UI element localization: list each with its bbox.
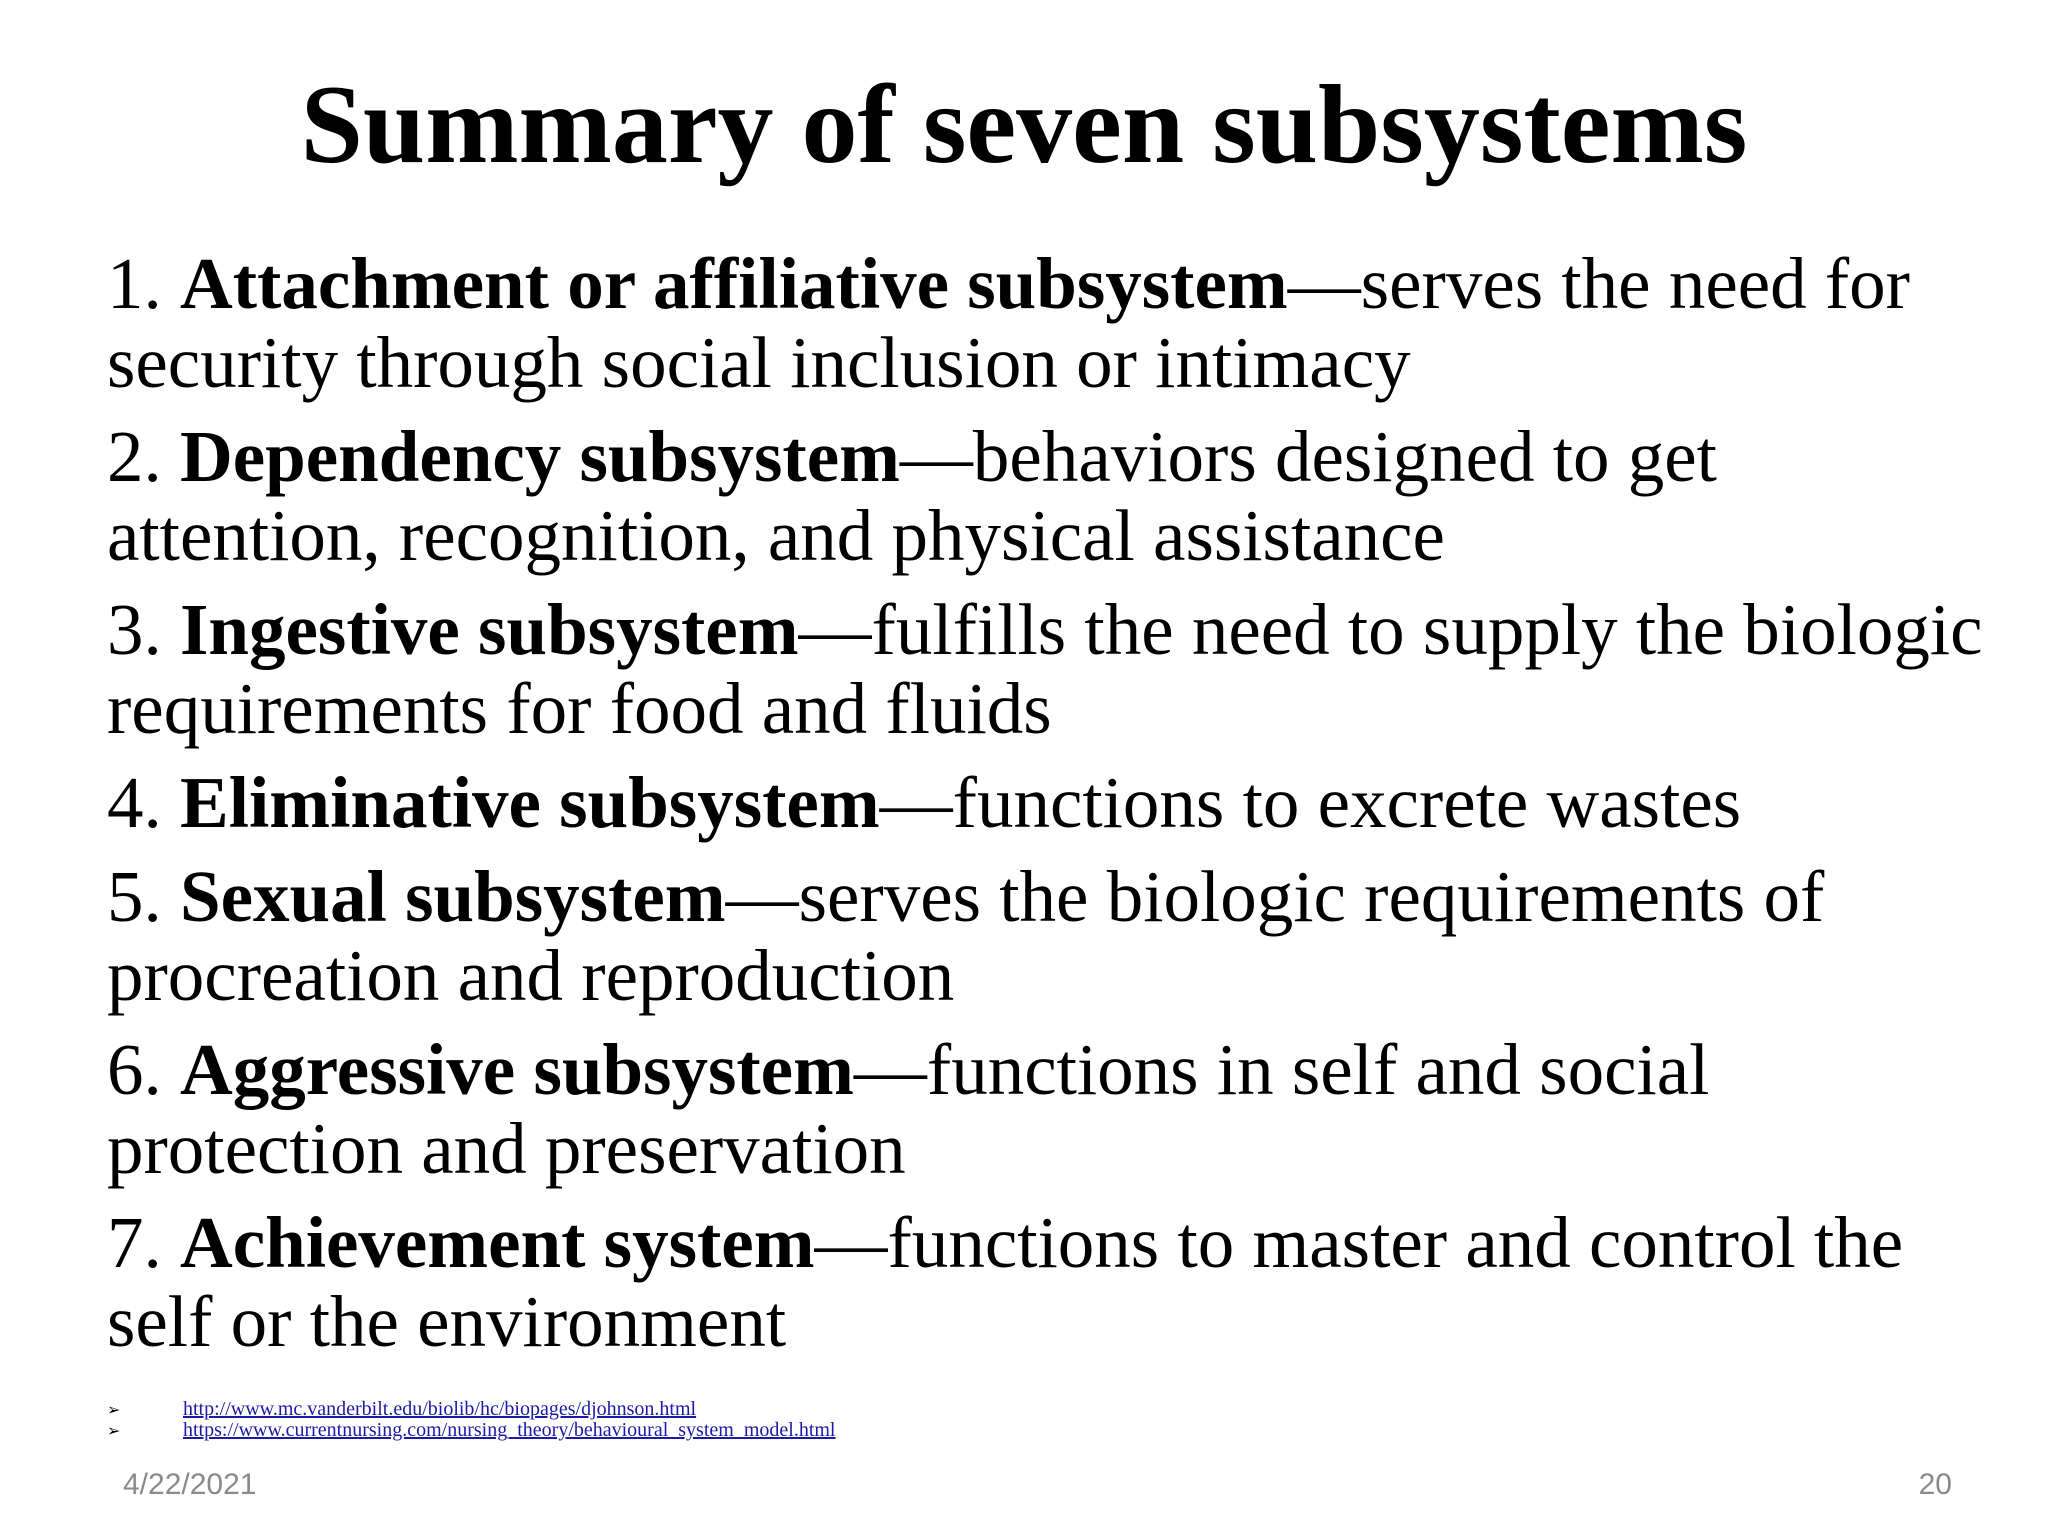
item-number: 4. [107,762,180,843]
reference-row [107,1420,1507,1441]
item-name: Attachment or affiliative subsystem [180,243,1288,324]
item-description: —fulfills the need to supply the biologic requirements for food and fluids [107,589,1983,749]
reference-link[interactable]: https://www.currentnursing.com/nursing_theory/behavioural_system_model.html [183,1419,836,1441]
item-name: Eliminative subsystem [180,762,880,843]
item-name: Achievement system [180,1202,815,1283]
item-description: —functions to excrete wastes [879,762,1742,843]
list-item [107,763,1987,842]
item-number: 5. [107,856,180,937]
subsystem-list [107,244,1987,1376]
list-item [107,1030,1987,1188]
item-name: Ingestive subsystem [180,589,799,670]
list-item [107,857,1987,1015]
item-number: 7. [107,1202,180,1283]
item-description: —serves the biologic requirements of procreation and reproduction [107,856,1825,1016]
references [107,1399,1507,1441]
item-number: 1. [107,243,180,324]
item-number: 2. [107,416,180,497]
item-description: —functions to master and control the self or the environment [107,1202,1904,1362]
reference-link[interactable]: http://www.mc.vanderbilt.edu/biolib/hc/biopages/djohnson.html [183,1398,697,1420]
item-name: Aggressive subsystem [180,1029,854,1110]
item-name: Sexual subsystem [180,856,726,937]
item-description: —serves the need for security through social inclusion or intimacy [107,243,1910,403]
footer-date: 4/22/2021 [123,1468,257,1501]
arrow-bullet-icon: ➢ [107,1400,121,1419]
arrow-bullet-icon: ➢ [107,1421,121,1440]
item-description: —functions in self and social protection and preservation [107,1029,1710,1189]
slide-title: Summary of seven subsystems [300,63,1748,187]
list-item [107,1203,1987,1361]
page-number: 20 [1918,1468,1952,1501]
list-item [107,244,1987,402]
item-number: 3. [107,589,180,670]
item-description: —behaviors designed to get attention, recognition, and physical assistance [107,416,1717,576]
list-item [107,590,1987,748]
item-number: 6. [107,1029,180,1110]
list-item [107,417,1987,575]
item-name: Dependency subsystem [180,416,900,497]
reference-row [107,1399,1507,1420]
